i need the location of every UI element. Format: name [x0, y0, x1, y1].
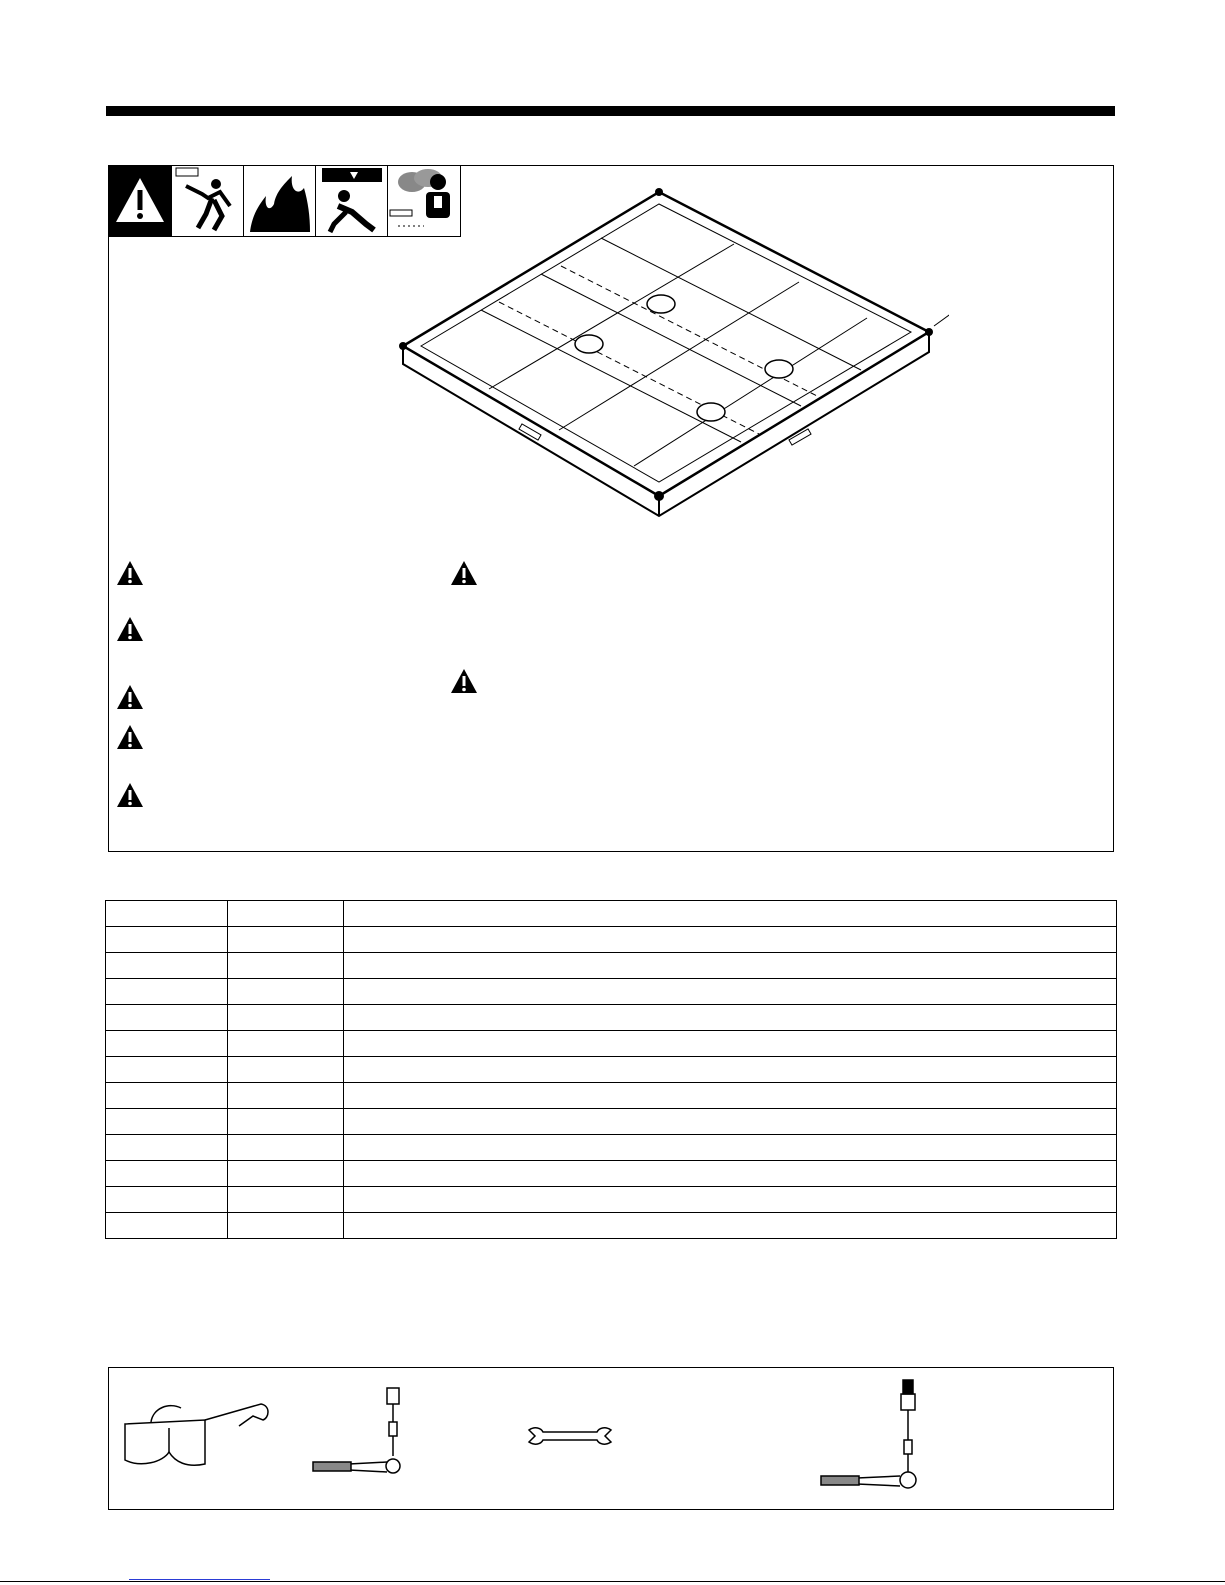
table-row	[106, 953, 1117, 979]
ratchet-socket-icon	[309, 1386, 419, 1496]
table-row	[106, 1057, 1117, 1083]
table-cell	[343, 953, 1116, 979]
table-cell	[227, 927, 343, 953]
table-cell	[343, 1135, 1116, 1161]
table-cell	[106, 1213, 228, 1239]
table-cell	[106, 927, 228, 953]
table-cell	[106, 1187, 228, 1213]
figure-box	[108, 165, 1114, 852]
table-cell	[106, 1135, 228, 1161]
parts-table	[105, 900, 1117, 1239]
table-cell	[343, 1109, 1116, 1135]
table-cell	[106, 1109, 228, 1135]
table-cell	[227, 901, 343, 927]
table-cell	[227, 1213, 343, 1239]
safety-symbols	[108, 165, 461, 237]
warning-triangle-icon	[116, 782, 144, 808]
table-row	[106, 901, 1117, 927]
table-cell	[343, 1213, 1116, 1239]
safety-glasses-icon	[121, 1398, 271, 1478]
table-cell	[227, 1135, 343, 1161]
table-cell	[227, 1031, 343, 1057]
table-row	[106, 1109, 1117, 1135]
table-cell	[343, 1083, 1116, 1109]
warning-triangle-icon	[116, 724, 144, 750]
ratchet-extension-icon	[817, 1376, 937, 1506]
table-cell	[343, 979, 1116, 1005]
warning-triangle-icon	[116, 684, 144, 710]
top-rule	[106, 106, 1115, 116]
table-cell	[106, 1005, 228, 1031]
table-cell	[106, 953, 228, 979]
table-cell	[227, 1083, 343, 1109]
table-cell	[106, 1057, 228, 1083]
table-row	[106, 1031, 1117, 1057]
table-row	[106, 979, 1117, 1005]
falling-object-icon	[316, 166, 388, 236]
table-cell	[227, 1005, 343, 1031]
open-end-wrench-icon	[525, 1424, 615, 1448]
table-cell	[227, 979, 343, 1005]
table-cell	[343, 927, 1116, 953]
warning-triangle-icon	[109, 166, 172, 236]
table-cell	[227, 1109, 343, 1135]
table-row	[106, 1213, 1117, 1239]
fumes-hazard-icon	[388, 166, 460, 236]
table-cell	[343, 1187, 1116, 1213]
table-row	[106, 1135, 1117, 1161]
table-cell	[227, 1161, 343, 1187]
table-row	[106, 927, 1117, 953]
table-cell	[106, 979, 228, 1005]
table-row	[106, 1005, 1117, 1031]
table-cell	[343, 1161, 1116, 1187]
table-row	[106, 1161, 1117, 1187]
table-cell	[106, 901, 228, 927]
table-cell	[343, 1031, 1116, 1057]
table-row	[106, 1083, 1117, 1109]
fire-hazard-icon	[244, 166, 316, 236]
warning-triangle-icon	[450, 668, 478, 694]
table-row	[106, 1187, 1117, 1213]
table-cell	[343, 1057, 1116, 1083]
table-cell	[106, 1083, 228, 1109]
platform-assembly-illustration	[389, 184, 949, 544]
footer-link-underline[interactable]	[129, 1579, 270, 1580]
table-cell	[227, 1057, 343, 1083]
electric-shock-icon	[172, 166, 244, 236]
table-cell	[227, 953, 343, 979]
table-cell	[343, 1005, 1116, 1031]
table-cell	[343, 901, 1116, 927]
bottom-rule	[0, 1581, 1225, 1582]
warning-triangle-icon	[116, 560, 144, 586]
warning-triangle-icon	[450, 560, 478, 586]
table-cell	[106, 1031, 228, 1057]
table-cell	[227, 1187, 343, 1213]
warning-triangle-icon	[116, 616, 144, 642]
table-cell	[106, 1161, 228, 1187]
tools-box	[108, 1367, 1114, 1510]
